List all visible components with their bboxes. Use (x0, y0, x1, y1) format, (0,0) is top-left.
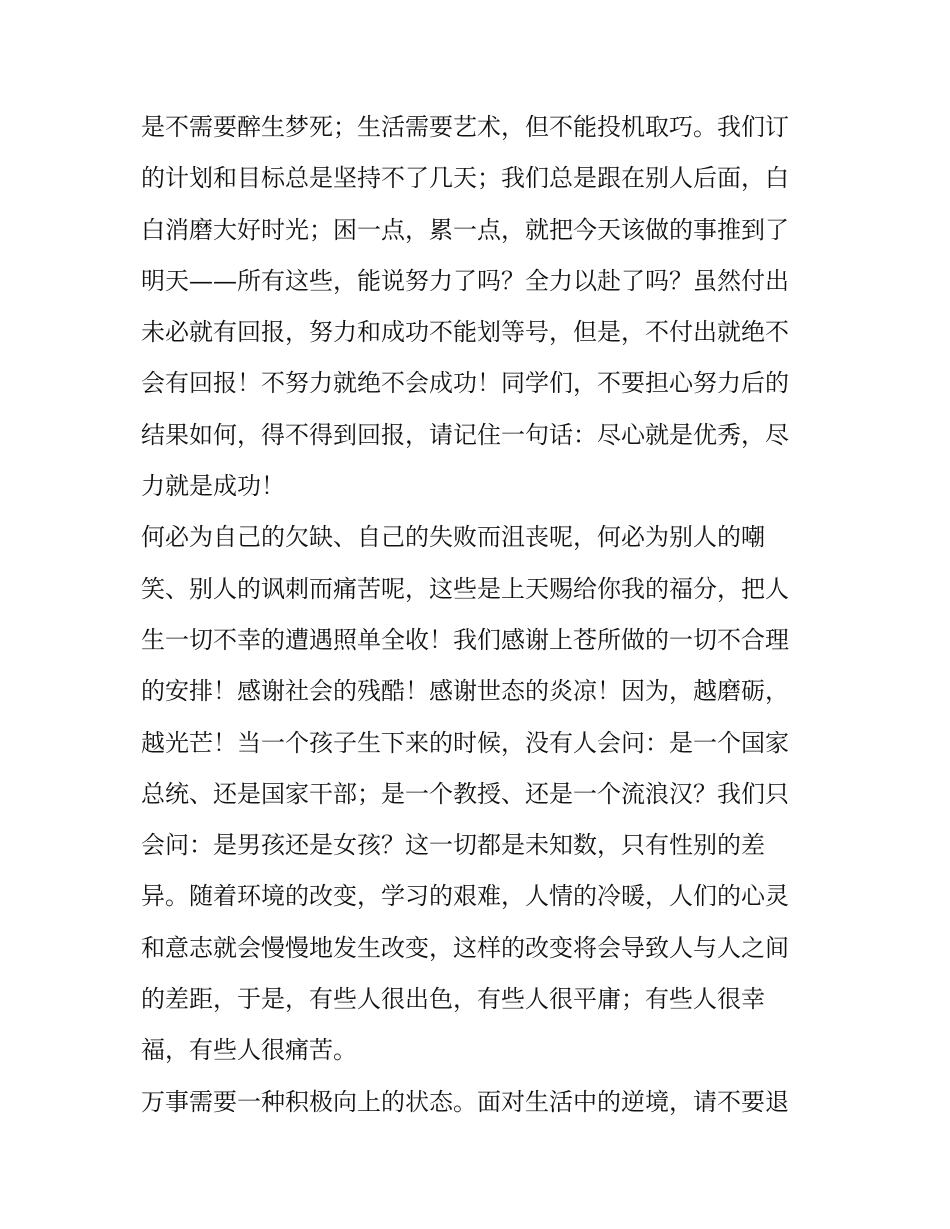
text-line: 会问：是男孩还是女孩？这一切都是未知数，只有性别的差 (141, 831, 765, 860)
text-line: 白消磨大好时光；困一点，累一点，就把今天该做的事推到了 (141, 215, 789, 244)
text-line: 总统、还是国家干部；是一个教授、还是一个流浪汉？我们只 (141, 779, 789, 808)
document-body (141, 102, 821, 1128)
paragraph-2 (141, 512, 821, 1076)
text-line: 的计划和目标总是坚持不了几天；我们总是跟在别人后面，白 (141, 164, 789, 193)
text-line: 福，有些人很痛苦。 (141, 1036, 357, 1065)
text-line: 结果如何，得不得到回报，请记住一句话：尽心就是优秀，尽 (141, 420, 789, 449)
text-line: 的差距，于是，有些人很出色，有些人很平庸；有些人很幸 (141, 985, 765, 1014)
text-line: 异。随着环境的改变，学习的艰难，人情的冷暖，人们的心灵 (141, 882, 789, 911)
text-line: 生一切不幸的遭遇照单全收！我们感谢上苍所做的一切不合理 (141, 625, 789, 654)
text-line: 万事需要一种积极向上的状态。面对生活中的逆境，请不要退 (141, 1087, 789, 1116)
text-line: 是不需要醉生梦死；生活需要艺术，但不能投机取巧。我们订 (141, 113, 789, 141)
text-line: 越光芒！当一个孩子生下来的时候，没有人会问：是一个国家 (141, 728, 789, 757)
text-line: 何必为自己的欠缺、自己的失败而沮丧呢，何必为别人的嘲 (141, 523, 765, 552)
text-line: 力就是成功！ (141, 472, 285, 501)
text-line: 的安排！感谢社会的残酷！感谢世态的炎凉！因为，越磨砺， (141, 677, 789, 706)
text-line: 会有回报！不努力就绝不会成功！同学们，不要担心努力后的 (141, 369, 789, 398)
paragraph-1 (141, 102, 821, 512)
paragraph-3 (141, 1077, 821, 1128)
text-line: 和意志就会慢慢地发生改变，这样的改变将会导致人与人之间 (141, 933, 789, 962)
text-line: 未必就有回报，努力和成功不能划等号，但是，不付出就绝不 (141, 318, 789, 347)
text-line: 明天——所有这些，能说努力了吗？全力以赴了吗？虽然付出 (141, 266, 789, 295)
text-line: 笑、别人的讽刺而痛苦呢，这些是上天赐给你我的福分，把人 (141, 574, 789, 603)
